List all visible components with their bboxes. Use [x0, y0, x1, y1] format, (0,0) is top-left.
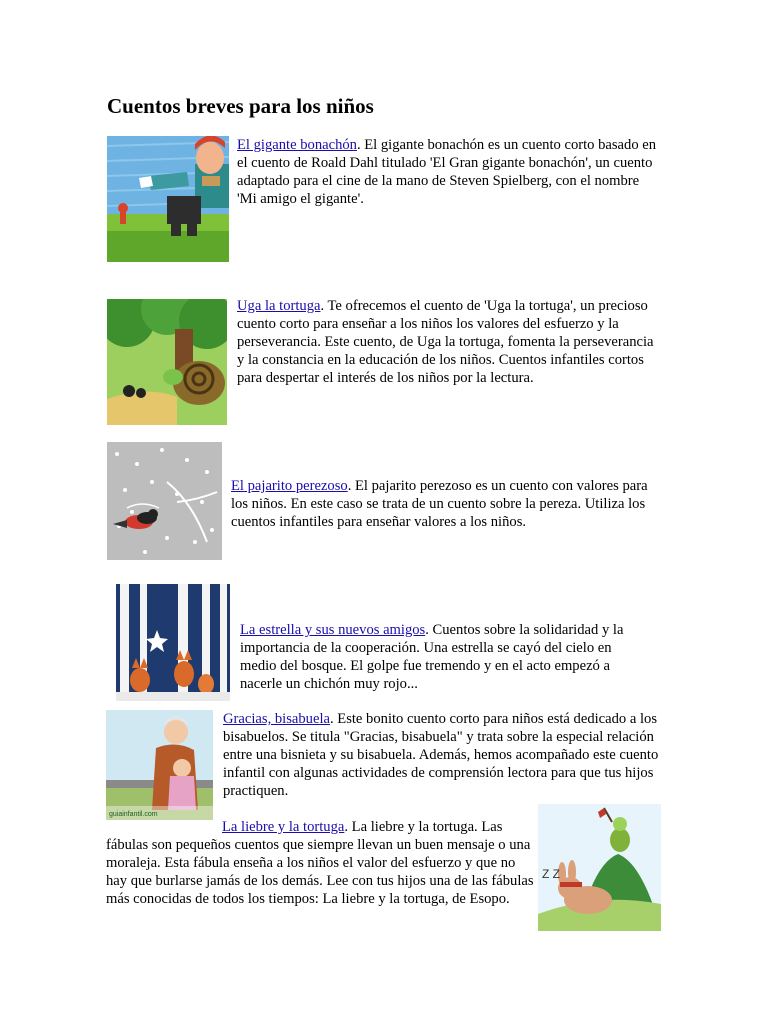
- page-title: Cuentos breves para los niños: [107, 94, 374, 118]
- story-text-hare: La liebre y la tortuga. La liebre y la tortuga. Las fábulas son pequeños cuentos que siempre llevan un buen mensaje o una moraleja. Esta fábula enseña a los niños el valor del esfuerzo y que no hay que burlarse jamás de los demás. Lee con tus hijos una de las fábulas más conocidas de todos los tiempos: La liebre y la tortuga, de Esopo.: [106, 819, 534, 907]
- story-link-hare[interactable]: La liebre y la tortuga: [222, 819, 345, 835]
- story-link-turtle[interactable]: Uga la tortuga: [237, 298, 321, 314]
- story-text-turtle: Uga la tortuga. Te ofrecemos el cuento de 'Uga la tortuga', un precioso cuento corto para enseñar a los niños los valores del esfuerzo y la perseverancia. Este cuento, de Uga la tortuga, fomenta la perseverancia y la constancia en la educación de los niños. Cuentos infantiles cortos para despertar el interés de los niños por la lectura.: [237, 298, 654, 386]
- story-image-hare: [538, 804, 661, 931]
- watermark-text: guiainfantil.com: [109, 811, 158, 818]
- story-link-giant[interactable]: El gigante bonachón: [237, 137, 357, 153]
- story-image-star: [116, 584, 230, 701]
- story-image-grandma: [106, 710, 213, 820]
- story-image-bird: [107, 442, 222, 560]
- story-text-grandma: Gracias, bisabuela. Este bonito cuento corto para niños está dedicado a los bisabuelos. Se titula "Gracias, bisabuela" y trata sobre la especial relación entre una bisnieta y su bisabuela. Además, hemos acompañado este cuento infantil con algunas actividades de comprensión lectora para que tus hijos practiquen.: [223, 711, 659, 799]
- story-image-turtle: [107, 299, 227, 425]
- story-text-star: La estrella y sus nuevos amigos. Cuentos sobre la solidaridad y la importancia de la cooperación. Una estrella se cayó del cielo en medio del bosque. El golpe fue tremendo y en el acto empezó a nacerle un chichón muy rojo...: [240, 622, 624, 692]
- snore-text: Z Z: [542, 867, 560, 881]
- story-text-bird: El pajarito perezoso. El pajarito perezoso es un cuento con valores para los niños. En este caso se trata de un cuento sobre la pereza. Utiliza los cuentos infantiles para enseñar valores a los niños.: [231, 478, 648, 530]
- story-link-star[interactable]: La estrella y sus nuevos amigos: [240, 622, 426, 638]
- story-image-giant: [107, 136, 229, 262]
- story-text-giant: El gigante bonachón. El gigante bonachón es un cuento corto basado en el cuento de Roald Dahl titulado 'El Gran gigante bonachón', un cuento adaptado para el cine de la mano de Steven Spielberg, con el nombre 'Mi amigo el gigante'.: [237, 137, 657, 207]
- story-link-bird[interactable]: El pajarito perezoso: [231, 478, 348, 494]
- story-link-grandma[interactable]: Gracias, bisabuela: [223, 711, 330, 727]
